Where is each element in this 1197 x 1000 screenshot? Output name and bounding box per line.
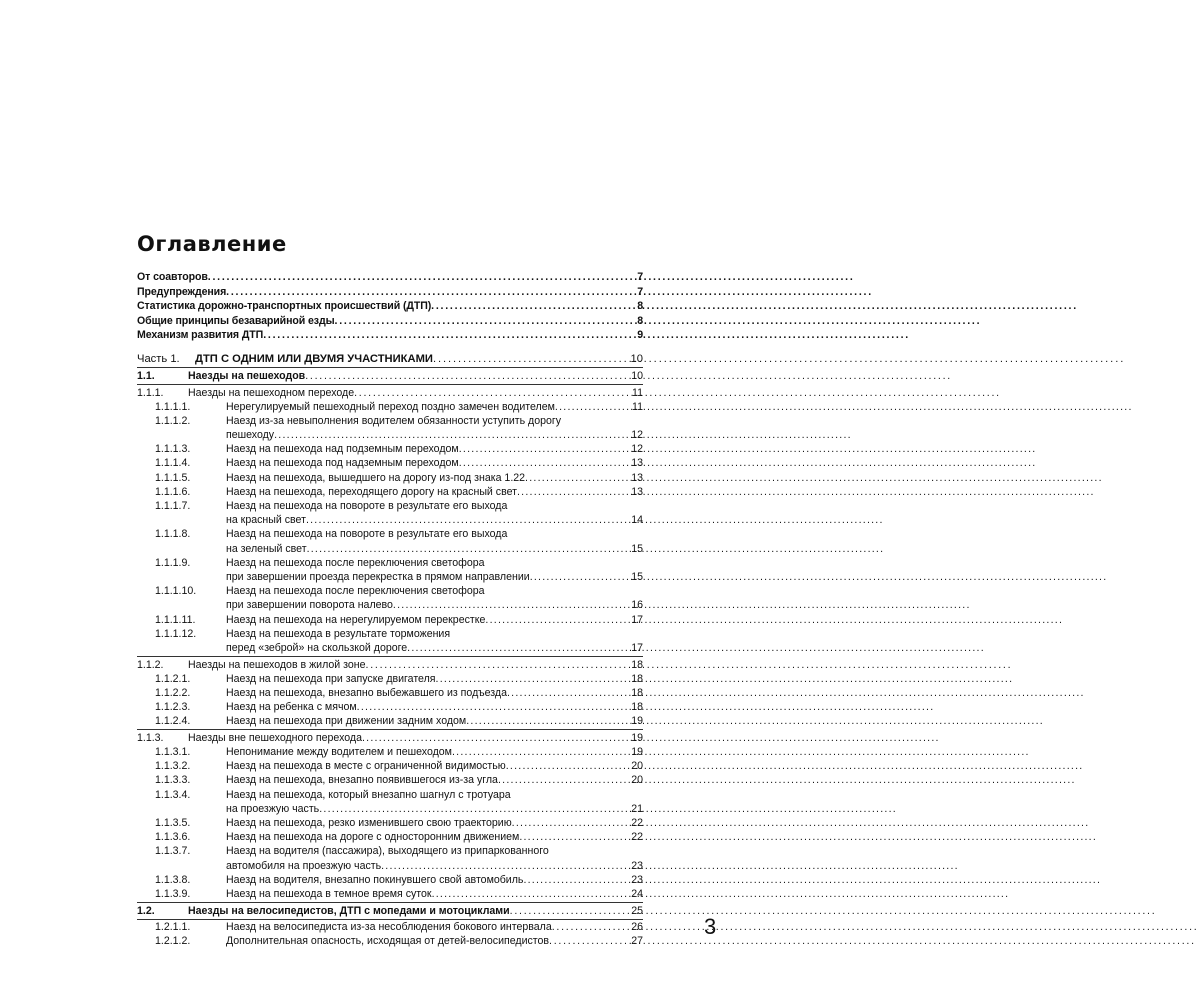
item-number: 1.1.2.4. [155,715,191,728]
item-title: Наезд на пешехода после переключения светофора [226,585,485,598]
dot-leader [525,471,631,485]
toc-part-heading[interactable] [137,350,643,366]
item-number: 1.2.1.1. [155,921,191,934]
item-page: 18 [631,672,643,685]
dot-leader [319,802,631,816]
item-page: 15 [631,542,643,555]
item-title: Нерегулируемый пешеходный переход поздно замечен водителем [226,400,555,413]
item-page: 13 [631,457,643,470]
item-page: 22 [631,831,643,844]
item-number: 1.1.1.12. [155,627,197,640]
toc-item[interactable] [137,400,643,414]
item-title-continuation: на проезжую часть [226,802,320,815]
item-page: 12 [631,443,643,456]
dot-leader [381,859,631,873]
item-number: 1.1.3.7. [155,845,191,858]
item-page: 14 [631,514,643,527]
item-number: 1.1.3.4. [155,788,191,801]
dot-leader [485,613,631,627]
toc-item[interactable] [137,470,643,484]
dot-leader [512,816,632,830]
item-number: 1.1.1.7. [155,500,191,513]
item-number: 1.1.1.9. [155,556,191,569]
dot-leader [407,641,631,655]
dot-leader [393,598,631,612]
part-title: ДТП С ОДНИМ ИЛИ ДВУМЯ УЧАСТНИКАМИ [195,352,433,365]
dot-leader [436,672,632,686]
section-title: Наезды на велосипедистов, ДТП с мопедами и мотоциклами [188,904,510,917]
item-page: 19 [631,715,643,728]
section-number: 1.1. [137,369,155,382]
toc-entry[interactable] [137,299,643,313]
dot-leader [226,285,634,299]
toc-entry-page: 7 [637,285,643,298]
subsection-page: 19 [631,731,643,744]
subsection-page: 11 [632,386,643,399]
section-title: Наезды на пешеходов [188,369,306,382]
toc-item-continuation[interactable] [137,541,643,555]
item-title: Непонимание между водителем и пешеходом [226,746,452,759]
item-title: Наезд на пешехода при движении задним ходом [226,715,467,728]
toc-title: Оглавление [137,232,287,256]
subsection-number: 1.1.1. [137,386,164,399]
item-title: Наезд на пешехода под надземным переходом [226,457,459,470]
toc-item[interactable] [137,714,643,728]
item-number: 1.1.3.8. [155,873,191,886]
dot-leader [274,428,631,442]
toc-item[interactable] [137,672,643,686]
item-title-continuation: пешеходу [226,429,275,442]
toc-item[interactable] [137,873,643,887]
item-title: Наезд на пешехода, который внезапно шагнул с тротуара [226,788,511,801]
item-number: 1.1.1.4. [155,457,191,470]
dot-leader [208,270,634,284]
toc-item-continuation[interactable] [137,858,643,872]
dot-leader [307,542,632,556]
toc-item-continuation[interactable] [137,428,643,442]
dot-leader [523,873,631,887]
toc-item[interactable] [137,745,643,759]
toc-entry-page: 7 [637,271,643,284]
toc-item-continuation[interactable] [137,802,643,816]
item-page: 16 [631,599,643,612]
item-number: 1.1.1.2. [155,414,191,427]
subsection-number: 1.1.2. [137,658,164,671]
item-page: 27 [631,935,643,948]
dot-leader [552,920,628,934]
item-number: 1.1.3.3. [155,774,191,787]
item-page: 18 [631,686,643,699]
dot-leader [506,759,631,773]
toc-subsection[interactable] [137,657,643,672]
toc-item-continuation[interactable] [137,641,643,655]
toc-item[interactable] [137,499,643,513]
item-page: 22 [631,816,643,829]
item-title: Наезд на пешехода при запуске двигателя [226,672,436,685]
toc-item[interactable] [137,934,643,948]
dot-leader [305,369,628,383]
dot-leader [354,386,629,400]
part-label: Часть 1. [137,352,180,365]
toc-section[interactable] [137,368,643,383]
toc-subsection[interactable] [137,730,643,745]
toc-entry[interactable] [137,313,643,327]
item-number: 1.1.3.2. [155,760,191,773]
toc-item[interactable] [137,414,643,428]
toc-entry[interactable] [137,328,643,342]
toc-item[interactable] [137,485,643,499]
toc-item[interactable] [137,686,643,700]
toc-section[interactable] [137,903,643,918]
item-page: 23 [631,873,643,886]
toc-entry-text: Механизм развития ДТП [137,328,264,341]
item-page: 20 [631,774,643,787]
dot-leader [362,731,631,745]
subsection-number: 1.1.3. [137,731,164,744]
toc-item-continuation[interactable] [137,570,643,584]
dot-leader [335,314,635,328]
toc-item-continuation[interactable] [137,598,643,612]
item-page: 13 [631,471,643,484]
toc-item[interactable] [137,584,643,598]
item-title: Дополнительная опасность, исходящая от детей-велосипедистов [226,935,550,948]
item-page: 11 [632,400,643,413]
toc-entry[interactable] [137,284,643,298]
toc-entry[interactable] [137,270,643,284]
toc-item[interactable] [137,787,643,801]
dot-leader [459,456,632,470]
item-page: 15 [631,570,643,583]
item-number: 1.1.3.1. [155,746,191,759]
dot-leader [459,442,632,456]
item-number: 1.1.1.11. [155,613,196,626]
toc-item[interactable] [137,527,643,541]
item-title: Наезд на пешехода в результате торможения [226,627,451,640]
item-number: 1.1.1.3. [155,443,191,456]
dot-leader [306,513,631,527]
item-title-continuation: перед «зеброй» на скользкой дороге [226,641,408,654]
subsection-page: 18 [631,658,643,671]
item-page: 21 [631,802,643,815]
dot-leader [519,830,631,844]
item-number: 1.1.1.8. [155,528,191,541]
item-title: Наезд из-за невыполнения водителем обязанности уступить дорогу [226,414,562,427]
toc-entry-page: 8 [637,314,643,327]
item-title: Наезд на пешехода на повороте в результате его выхода [226,500,508,513]
toc-item[interactable] [137,920,643,934]
dot-leader [530,570,632,584]
item-number: 1.2.1.2. [155,935,191,948]
item-title-continuation: при завершении поворота налево [226,599,393,612]
item-title-continuation: автомобиля на проезжую часть [226,859,382,872]
toc-entry-page: 9 [637,328,643,341]
item-title: Наезд на пешехода, вышедшего на дорогу из-под знака 1.22 [226,471,526,484]
dot-leader [357,700,632,714]
item-page: 26 [631,921,643,934]
item-title-continuation: на красный свет [226,514,306,527]
dot-leader [452,745,631,759]
toc-subsection[interactable] [137,385,643,400]
toc-item[interactable] [137,887,643,901]
dot-leader [498,773,631,787]
item-title-continuation: при завершении проезда перекрестка в прямом направлении [226,570,530,583]
dot-leader [510,904,629,918]
item-title: Наезд на водителя (пассажира), выходящего из припаркованного [226,845,549,858]
item-page: 17 [631,641,643,654]
dot-leader [263,328,634,342]
toc-entry-page: 8 [637,300,643,313]
item-number: 1.1.2.2. [155,686,191,699]
item-page: 17 [631,613,643,626]
toc-item[interactable] [137,700,643,714]
item-number: 1.1.1.1. [155,400,191,413]
section-page: 25 [631,904,643,917]
item-title: Наезд на пешехода, резко изменившего свою траекторию [226,816,512,829]
subsection-title: Наезды вне пешеходного перехода [188,731,362,744]
item-number: 1.1.3.6. [155,831,191,844]
toc-item[interactable] [137,844,643,858]
item-title: Наезд на водителя, внезапно покинувшего свой автомобиль [226,873,524,886]
dot-leader [555,400,632,414]
toc-item-continuation[interactable] [137,513,643,527]
part-page: 10 [630,352,643,365]
item-number: 1.1.3.9. [155,887,191,900]
dot-leader [366,658,629,672]
item-title: Наезд на пешехода, внезапно выбежавшего из подъезда [226,686,507,699]
item-page: 12 [631,429,643,442]
item-title: Наезд на пешехода, переходящего дорогу на красный свет [226,485,517,498]
item-number: 1.1.1.10. [155,585,197,598]
toc-entry-text: От соавторов [137,271,208,284]
page-number: 3 [704,914,717,939]
toc-entry-text: Общие принципы безаварийной езды [137,314,335,327]
item-title: Наезд на пешехода на дороге с односторонним движением [226,831,520,844]
dot-leader [517,485,631,499]
toc-item[interactable] [137,759,643,773]
item-number: 1.1.3.5. [155,816,191,829]
item-title: Наезд на пешехода на повороте в результате его выхода [226,528,508,541]
toc-entry-text: Предупреждения [137,285,227,298]
item-number: 1.1.1.6. [155,485,191,498]
table-of-contents [137,270,643,948]
toc-entry-text: Статистика дорожно-транспортных происшествий (ДТП) [137,300,432,313]
item-title: Наезд на пешехода над подземным переходом [226,443,459,456]
subsection-title: Наезды на пешеходном переходе [188,386,355,399]
toc-item[interactable] [137,442,643,456]
section-number: 1.2. [137,904,155,917]
item-page: 20 [631,760,643,773]
item-title: Наезд на ребенка с мячом [226,701,357,714]
toc-item[interactable] [137,773,643,787]
toc-item[interactable] [137,816,643,830]
dot-leader [431,299,634,313]
toc-item[interactable] [137,830,643,844]
dot-leader [507,686,631,700]
item-title-continuation: на зеленый свет [226,542,307,555]
toc-item[interactable] [137,556,643,570]
item-number: 1.1.1.5. [155,471,191,484]
item-page: 13 [631,485,643,498]
section-page: 10 [631,369,643,382]
toc-item[interactable] [137,612,643,626]
item-title: Наезд на пешехода на нерегулируемом перекрестке [226,613,486,626]
dot-leader [432,887,632,901]
item-page: 19 [631,746,643,759]
item-title: Наезд на пешехода в месте с ограниченной видимостью [226,760,506,773]
item-page: 23 [631,859,643,872]
toc-item[interactable] [137,627,643,641]
item-title: Наезд на пешехода после переключения светофора [226,556,485,569]
item-title: Наезд на пешехода, внезапно появившегося из-за угла [226,774,498,787]
dot-leader [466,714,631,728]
item-title: Наезд на пешехода в темное время суток [226,887,432,900]
dot-leader [433,352,628,366]
toc-item[interactable] [137,456,643,470]
item-page: 24 [631,887,643,900]
item-number: 1.1.2.3. [155,701,191,714]
dot-leader [549,934,628,948]
item-number: 1.1.2.1. [155,672,191,685]
item-page: 18 [631,701,643,714]
subsection-title: Наезды на пешеходов в жилой зоне [188,658,366,671]
item-title: Наезд на велосипедиста из-за несоблюдения бокового интервала [226,921,552,934]
